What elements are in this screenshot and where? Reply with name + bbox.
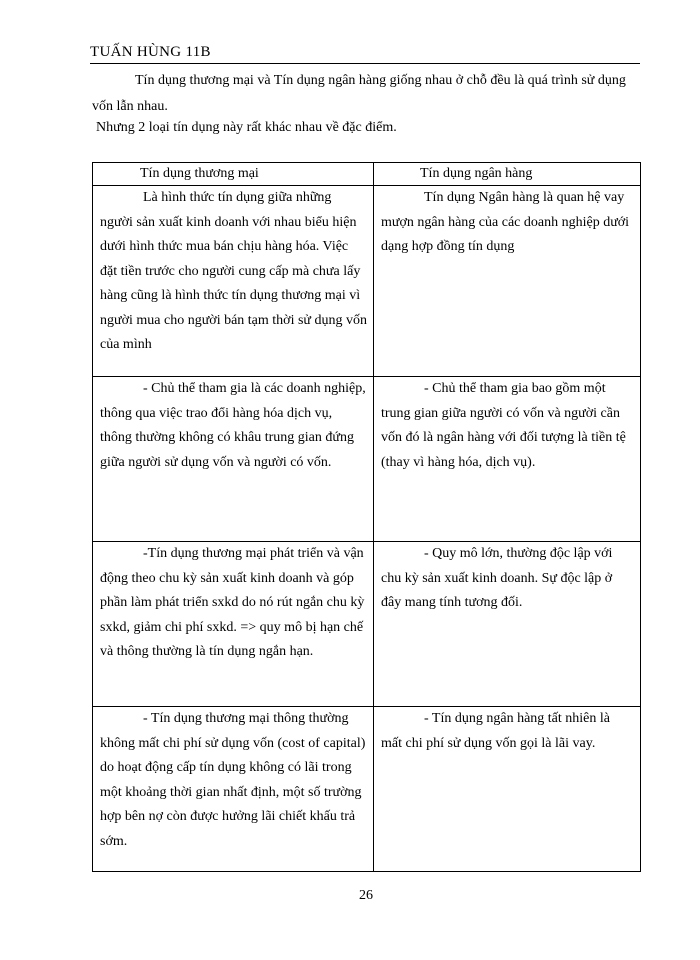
intro-paragraph: Tín dụng thương mại và Tín dụng ngân hàng giống nhau ở chỗ đều là quá trình sử dụng vốn lẫn nhau. xyxy=(92,73,626,114)
table-cell-commercial xyxy=(93,377,374,542)
table-cell-commercial xyxy=(93,707,374,872)
cell-text: - Chủ thể tham gia là các doanh nghiệp, thông qua việc trao đổi hàng hóa dịch vụ, thông thường không có khâu trung gian đứng giữa người sử dụng vốn và người có vốn. xyxy=(100,381,366,470)
comparison-table xyxy=(92,162,641,872)
cell-text: -Tín dụng thương mại phát triển và vận động theo chu kỳ sản xuất kinh doanh và góp phần làm phát triển sxkd do nó rút ngắn chu kỳ sxkd, giảm chi phí sxkd. => quy mô bị hạn chế và thông thường là tín dụng ngắn hạn. xyxy=(100,546,365,659)
table-cell-bank xyxy=(374,542,641,707)
table-row xyxy=(93,186,641,377)
page-header: TUẤN HÙNG 11B xyxy=(90,44,640,64)
table-cell-bank xyxy=(374,186,641,377)
table-cell-commercial xyxy=(93,186,374,377)
cell-text: - Quy mô lớn, thường độc lập với chu kỳ sản xuất kinh doanh. Sự độc lập ở đây mang tính tương đối. xyxy=(381,546,613,610)
table-cell-bank xyxy=(374,377,641,542)
column-header-bank-credit: Tín dụng ngân hàng xyxy=(374,163,641,186)
column-header-commercial-credit: Tín dụng thương mại xyxy=(93,163,374,186)
table-row xyxy=(93,707,641,872)
cell-text: - Tín dụng ngân hàng tất nhiên là mất chi phí sử dụng vốn gọi là lãi vay. xyxy=(381,711,610,751)
page-number: 26 xyxy=(359,888,373,903)
table-row xyxy=(93,542,641,707)
intro-summary: Nhưng 2 loại tín dụng này rất khác nhau về đặc điểm. xyxy=(96,120,397,135)
table-cell-bank xyxy=(374,707,641,872)
cell-text: Tín dụng Ngân hàng là quan hệ vay mượn ngân hàng của các doanh nghiệp dưới dạng hợp đồng tín dụng xyxy=(381,190,630,254)
cell-text: - Tín dụng thương mại thông thường không mất chi phí sử dụng vốn (cost of capital) do hoạt động cấp tín dụng không có lãi trong một khoảng thời gian nhất định, một số trường hợp bên nợ còn được hưởng lãi chiết khấu trả sớm. xyxy=(100,711,366,849)
table-row xyxy=(93,377,641,542)
table-cell-commercial xyxy=(93,542,374,707)
cell-text: - Chủ thể tham gia bao gồm một trung gian giữa người có vốn và người cần vốn đó là ngân hàng với đối tượng là tiền tệ (thay vì hàng hóa, dịch vụ). xyxy=(381,381,626,470)
cell-text: Là hình thức tín dụng giữa những người sản xuất kinh doanh với nhau biểu hiện dưới hình thức mua bán chịu hàng hóa. Việc đặt tiền trước cho người cung cấp mà chưa lấy hàng cũng là hình thức tín dụng thương mại vì người mua cho người bán tạm thời sử dụng vốn của mình xyxy=(100,190,368,352)
table-header-row xyxy=(93,163,641,186)
